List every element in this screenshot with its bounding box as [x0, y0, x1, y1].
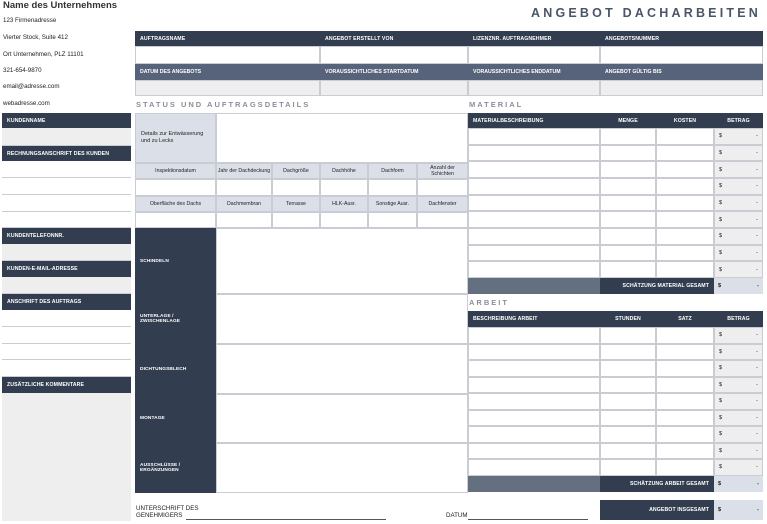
currency-symbol: $: [718, 507, 722, 513]
amount-dash: -: [756, 149, 758, 156]
labor-row-cell[interactable]: [600, 393, 656, 410]
labor-row-cell[interactable]: [656, 426, 714, 443]
material-row-cell[interactable]: [468, 145, 600, 162]
material-row-amount: [714, 261, 763, 278]
amount-dash: -: [757, 507, 759, 513]
labor-row-cell[interactable]: [656, 327, 714, 344]
labor-row-amount: [714, 344, 763, 361]
billing-line-3[interactable]: [2, 195, 131, 212]
currency-symbol: $: [719, 447, 723, 454]
labor-row-amount: [714, 377, 763, 394]
underlayment-field[interactable]: [216, 294, 468, 344]
material-row-amount: [714, 145, 763, 162]
amount-dash: -: [756, 398, 758, 405]
company-block: [3, 0, 131, 115]
label-customer-name: KUNDENNAME: [2, 113, 131, 128]
labor-row-cell[interactable]: [468, 377, 600, 394]
material-row-cell[interactable]: [600, 161, 656, 178]
amount-dash: -: [757, 283, 759, 289]
status-header: HLK-Ausr.: [320, 196, 368, 212]
currency-symbol: $: [719, 216, 723, 223]
company-phone: 321-654-9870: [3, 67, 42, 74]
company-email: email@adresse.com: [3, 83, 60, 90]
header-created-by: ANGEBOT ERSTELLT VON: [320, 31, 468, 46]
amount-dash: -: [756, 431, 758, 438]
currency-symbol: $: [719, 431, 723, 438]
amount-dash: -: [756, 266, 758, 273]
billing-line-4[interactable]: [2, 212, 131, 228]
currency-symbol: $: [719, 414, 723, 421]
shingles-field[interactable]: [216, 228, 468, 294]
label-billing-address: RECHNUNGSANSCHRIFT DES KUNDEN: [2, 146, 131, 161]
quote-date-field[interactable]: [135, 80, 320, 96]
end-date-field[interactable]: [468, 80, 600, 96]
customer-name-field[interactable]: [2, 128, 131, 146]
labor-header-rate: SATZ: [656, 311, 714, 327]
status-header: Dachhöhe: [320, 163, 368, 179]
status-input[interactable]: [417, 212, 468, 228]
date-line[interactable]: [468, 519, 588, 520]
currency-symbol: $: [719, 365, 723, 372]
status-header: Sonstige Ausr.: [368, 196, 417, 212]
currency-symbol: $: [718, 283, 722, 289]
labor-row-cell[interactable]: [468, 393, 600, 410]
material-row-cell[interactable]: [468, 261, 600, 278]
header-valid-until: ANGEBOT GÜLTIG BIS: [600, 64, 763, 80]
status-input[interactable]: [272, 212, 320, 228]
signature-label: UNTERSCHRIFT DES GENEHMIGERS: [136, 505, 199, 519]
material-row-cell[interactable]: [468, 211, 600, 228]
material-row-cell[interactable]: [656, 261, 714, 278]
labor-total-label: SCHÄTZUNG ARBEIT GESAMT: [600, 476, 714, 492]
amount-dash: -: [756, 447, 758, 454]
material-row-cell[interactable]: [468, 245, 600, 262]
material-row-amount: [714, 245, 763, 262]
labor-row-cell[interactable]: [468, 344, 600, 361]
material-header-desc: MATERIALBESCHREIBUNG: [468, 113, 600, 128]
comments-field[interactable]: [2, 393, 131, 521]
labor-row-cell[interactable]: [600, 327, 656, 344]
grand-total-value: [714, 500, 763, 520]
currency-symbol: $: [719, 149, 723, 156]
material-row-cell[interactable]: [468, 128, 600, 145]
drainage-field[interactable]: [216, 113, 468, 163]
labor-row-cell[interactable]: [600, 377, 656, 394]
labor-row-amount: [714, 459, 763, 476]
status-input[interactable]: [320, 212, 368, 228]
material-row-cell[interactable]: [600, 228, 656, 245]
signature-line[interactable]: [186, 519, 386, 520]
amount-dash: -: [756, 133, 758, 140]
labor-row-cell[interactable]: [600, 443, 656, 460]
labor-row-cell[interactable]: [600, 426, 656, 443]
labor-header-amount: BETRAG: [714, 311, 763, 327]
amount-dash: -: [756, 381, 758, 388]
currency-symbol: $: [719, 464, 723, 471]
amount-dash: -: [756, 183, 758, 190]
header-end-date: VORAUSSICHTLICHES ENDDATUM: [468, 64, 600, 80]
material-row-cell[interactable]: [600, 245, 656, 262]
material-row-cell[interactable]: [656, 145, 714, 162]
material-row-cell[interactable]: [656, 228, 714, 245]
labor-row-amount: [714, 426, 763, 443]
company-name: Name des Unternehmens: [3, 0, 118, 11]
valid-until-field[interactable]: [600, 80, 763, 96]
material-row-cell[interactable]: [656, 178, 714, 195]
job-address-line-2[interactable]: [2, 327, 131, 344]
material-row-cell[interactable]: [468, 228, 600, 245]
currency-symbol: $: [719, 348, 723, 355]
status-header: Oberfläche des Dachs: [135, 196, 216, 212]
currency-symbol: $: [719, 398, 723, 405]
material-row-cell[interactable]: [600, 128, 656, 145]
billing-line-2[interactable]: [2, 178, 131, 195]
material-row-cell[interactable]: [656, 211, 714, 228]
status-header: Dachgröße: [272, 163, 320, 179]
labor-row-cell[interactable]: [468, 410, 600, 427]
material-header-qty: MENGE: [600, 113, 656, 128]
labor-total-spacer: [468, 476, 600, 492]
job-address-line-4[interactable]: [2, 360, 131, 377]
status-header: Inspektionsdatum: [135, 163, 216, 179]
material-row-amount: [714, 161, 763, 178]
header-license: LIZENZNR. AUFTRAGNEHMER: [468, 31, 600, 46]
material-row-cell[interactable]: [468, 178, 600, 195]
currency-symbol: $: [719, 166, 723, 173]
amount-dash: -: [756, 348, 758, 355]
currency-symbol: $: [719, 133, 723, 140]
currency-symbol: $: [719, 381, 723, 388]
installation-field[interactable]: [216, 394, 468, 443]
labor-row-cell[interactable]: [656, 393, 714, 410]
amount-dash: -: [756, 166, 758, 173]
customer-phone-field[interactable]: [2, 244, 131, 261]
status-input[interactable]: [320, 179, 368, 196]
currency-symbol: $: [718, 481, 722, 487]
document-title: ANGEBOT DACHARBEITEN: [531, 6, 761, 20]
company-line: Vierter Stock, Suite 412: [3, 34, 68, 41]
material-row-cell[interactable]: [468, 161, 600, 178]
amount-dash: -: [756, 332, 758, 339]
labor-row-cell[interactable]: [600, 410, 656, 427]
material-row-cell[interactable]: [600, 145, 656, 162]
start-date-field[interactable]: [320, 80, 468, 96]
labor-section-title: ARBEIT: [469, 298, 509, 307]
labor-row-amount: [714, 443, 763, 460]
labor-row-cell[interactable]: [468, 360, 600, 377]
material-row-amount: [714, 128, 763, 145]
material-row-cell[interactable]: [656, 245, 714, 262]
drainage-label: Details zur Entwässerung und zu Lecks: [141, 131, 204, 144]
company-line: Ort Unternehmen, PLZ 11101: [3, 51, 84, 58]
flashing-field[interactable]: [216, 344, 468, 394]
labor-row-amount: [714, 393, 763, 410]
exclusions-field[interactable]: [216, 443, 468, 493]
status-section-title: STATUS UND AUFTRAGSDETAILS: [136, 100, 311, 109]
section-label-installation: MONTAGE: [135, 394, 216, 443]
amount-dash: -: [756, 233, 758, 240]
labor-row-cell[interactable]: [600, 360, 656, 377]
labor-row-cell[interactable]: [656, 443, 714, 460]
section-label-exclusions: AUSSCHLÜSSE / ERGÄNZUNGEN: [135, 443, 216, 493]
status-header: Terrasse: [272, 196, 320, 212]
label-comments: ZUSÄTZLICHE KOMMENTARE: [2, 377, 131, 393]
material-row-cell[interactable]: [656, 128, 714, 145]
currency-symbol: $: [719, 183, 723, 190]
material-row-cell[interactable]: [468, 195, 600, 212]
billing-line-1[interactable]: [2, 161, 131, 178]
status-input[interactable]: [272, 179, 320, 196]
drainage-label-cell: [135, 113, 216, 163]
status-input[interactable]: [135, 179, 216, 196]
material-row-cell[interactable]: [656, 195, 714, 212]
material-header-amount: BETRAG: [714, 113, 763, 128]
section-label-underlayment: UNTERLAGE / ZWISCHENLAGE: [135, 294, 216, 344]
material-row-amount: [714, 211, 763, 228]
amount-dash: -: [756, 200, 758, 206]
labor-row-cell[interactable]: [656, 410, 714, 427]
grand-total-label: ANGEBOT INSGESAMT: [600, 500, 714, 520]
label-job-address: ANSCHRIFT DES AUFTRAGS: [2, 294, 131, 310]
license-field[interactable]: [468, 46, 600, 64]
company-line: 123 Firmenadresse: [3, 17, 57, 24]
customer-email-field[interactable]: [2, 277, 131, 294]
labor-row-cell[interactable]: [600, 344, 656, 361]
currency-symbol: $: [719, 233, 723, 240]
header-job-name: AUFTRAGSNAME: [135, 31, 320, 46]
amount-dash: -: [756, 464, 758, 471]
amount-dash: -: [756, 365, 758, 372]
job-name-field[interactable]: [135, 46, 320, 64]
amount-dash: -: [756, 216, 758, 223]
material-row-cell[interactable]: [600, 211, 656, 228]
job-address-line-3[interactable]: [2, 344, 131, 360]
labor-row-amount: [714, 410, 763, 427]
material-row-amount: [714, 195, 763, 212]
section-label-flashing: DICHTUNGSBLECH: [135, 344, 216, 394]
material-row-amount: [714, 178, 763, 195]
currency-symbol: $: [719, 200, 723, 206]
labor-row-cell[interactable]: [468, 459, 600, 476]
status-header: Dachform: [368, 163, 417, 179]
quote-number-field[interactable]: [600, 46, 763, 64]
material-header-cost: KOSTEN: [656, 113, 714, 128]
material-row-cell[interactable]: [600, 178, 656, 195]
status-header: Dachfenster: [417, 196, 468, 212]
amount-dash: -: [757, 481, 759, 487]
labor-total-value: [714, 476, 763, 492]
status-input[interactable]: [368, 179, 417, 196]
material-total-label: SCHÄTZUNG MATERIAL GESAMT: [600, 278, 714, 294]
currency-symbol: $: [719, 250, 723, 257]
created-by-field[interactable]: [320, 46, 468, 64]
header-start-date: VORAUSSICHTLICHES STARTDATUM: [320, 64, 468, 80]
currency-symbol: $: [719, 332, 723, 339]
labor-row-cell[interactable]: [656, 459, 714, 476]
labor-row-cell[interactable]: [600, 459, 656, 476]
labor-row-cell[interactable]: [468, 443, 600, 460]
status-header: Dachmembran: [216, 196, 272, 212]
status-input[interactable]: [417, 179, 468, 196]
status-header: Anzahl der Schichten: [417, 163, 468, 179]
labor-row-amount: [714, 327, 763, 344]
status-input[interactable]: [216, 212, 272, 228]
labor-header-hours: STUNDEN: [600, 311, 656, 327]
status-input[interactable]: [368, 212, 417, 228]
material-row-cell[interactable]: [600, 261, 656, 278]
labor-header-desc: BESCHREIBUNG ARBEIT: [468, 311, 600, 327]
labor-row-cell[interactable]: [468, 327, 600, 344]
status-input[interactable]: [135, 212, 216, 228]
material-total-value: [714, 278, 763, 294]
header-quote-number: ANGEBOTSNUMMER: [600, 31, 763, 46]
material-row-amount: [714, 228, 763, 245]
status-header: Jahr der Dachdeckung: [216, 163, 272, 179]
labor-row-cell[interactable]: [656, 360, 714, 377]
material-total-spacer: [468, 278, 600, 294]
labor-row-cell[interactable]: [656, 377, 714, 394]
job-address-line-1[interactable]: [2, 310, 131, 327]
amount-dash: -: [756, 414, 758, 421]
status-input[interactable]: [216, 179, 272, 196]
material-section-title: MATERIAL: [469, 100, 524, 109]
header-quote-date: DATUM DES ANGEBOTS: [135, 64, 320, 80]
company-web: webadresse.com: [3, 100, 50, 107]
label-customer-phone: KUNDENTELEFONNR.: [2, 228, 131, 244]
label-customer-email: KUNDEN-E-MAIL-ADRESSE: [2, 261, 131, 277]
material-row-cell[interactable]: [656, 161, 714, 178]
material-row-cell[interactable]: [600, 195, 656, 212]
amount-dash: -: [756, 250, 758, 257]
currency-symbol: $: [719, 266, 723, 273]
labor-row-cell[interactable]: [656, 344, 714, 361]
labor-row-amount: [714, 360, 763, 377]
labor-row-cell[interactable]: [468, 426, 600, 443]
date-label: DATUM: [446, 512, 468, 519]
section-label-shingles: SCHINDELN: [135, 228, 216, 294]
